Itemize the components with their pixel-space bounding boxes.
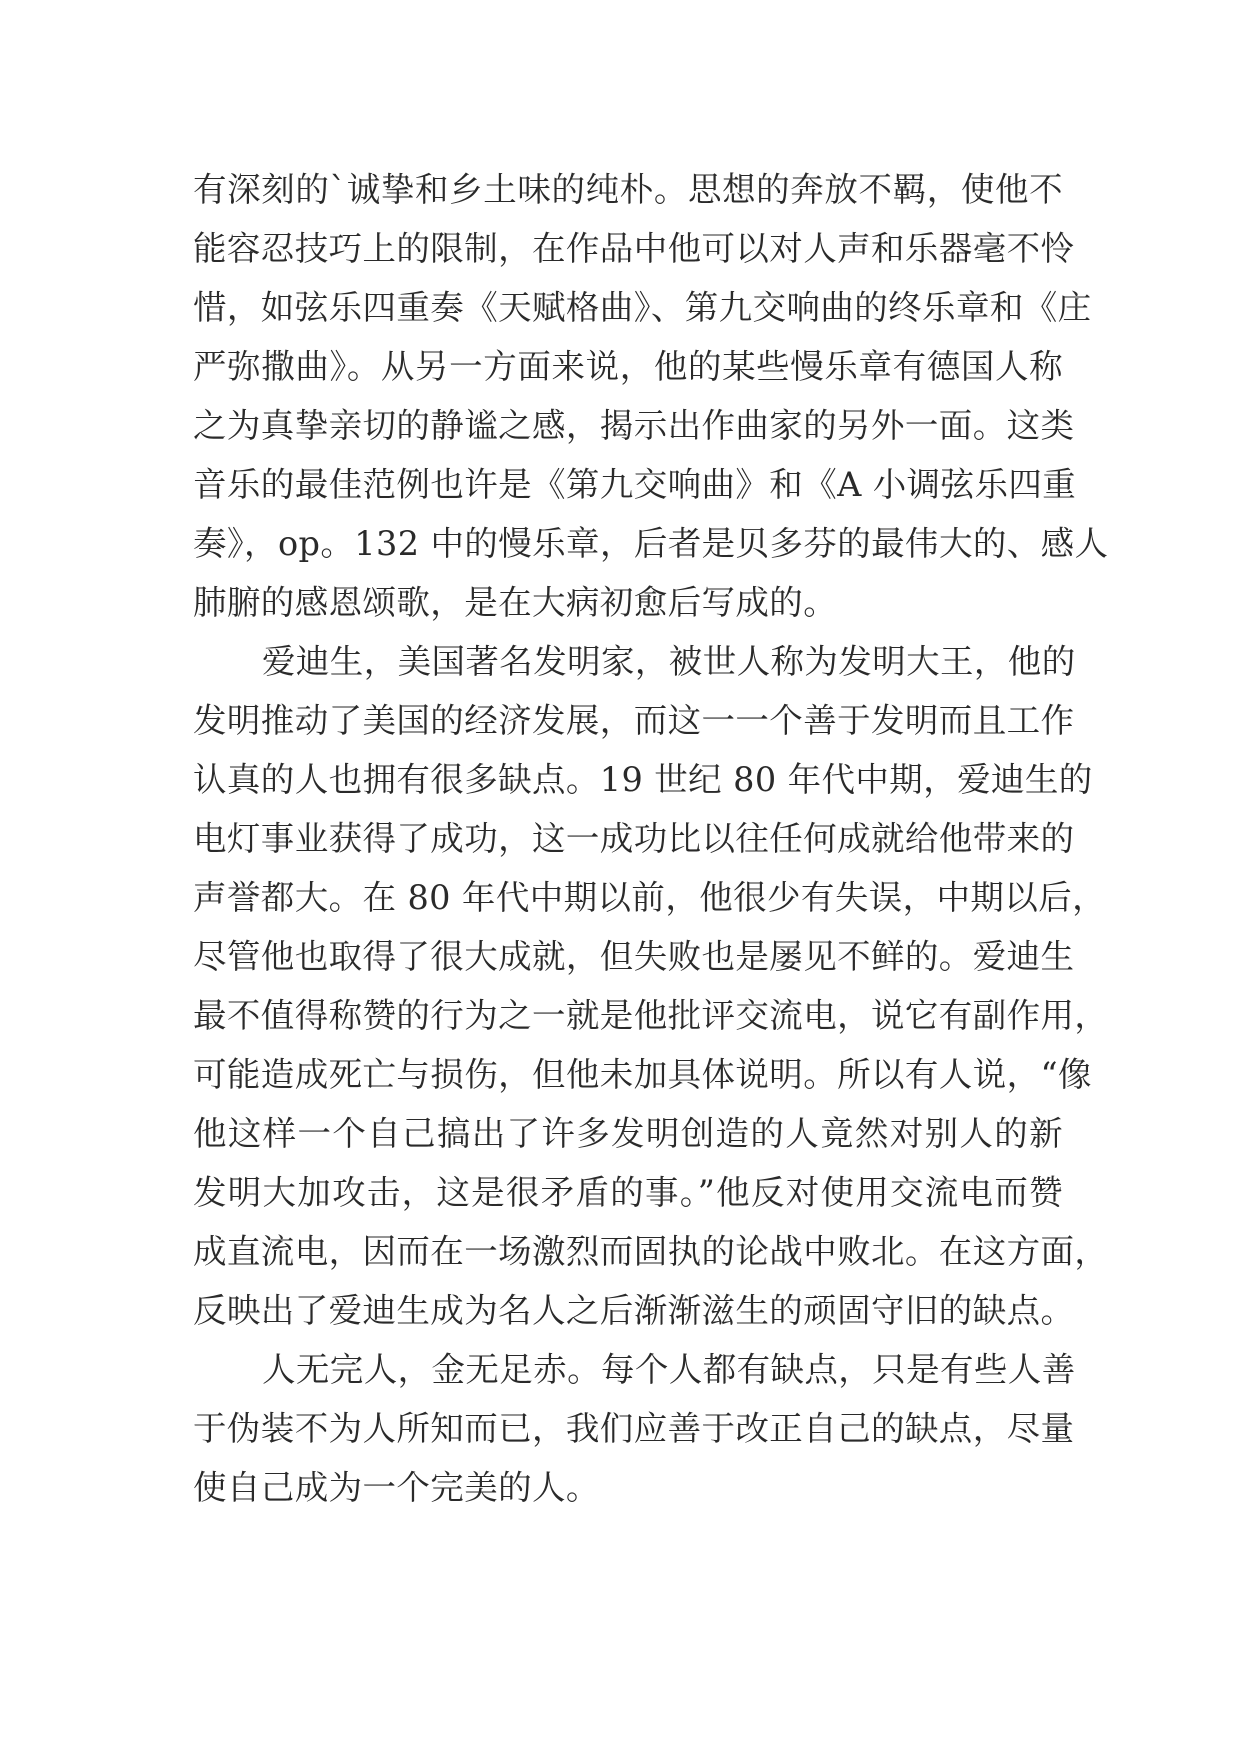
body-text (193, 160, 1109, 1517)
text-line: 肺腑的感恩颂歌，是在大病初愈后写成的。 (193, 583, 838, 622)
paragraph-conclusion (193, 1340, 1076, 1517)
text-line: 音乐的最佳范例也许是《第九交响曲》和《A 小调弦乐四重 (193, 465, 1077, 504)
text-line: 爱迪生，美国著名发明家，被世人称为发明大王，他的 (262, 642, 1076, 681)
text-line: 声誉都大。在 80 年代中期以前，他很少有失误，中期以后， (193, 878, 1107, 917)
text-line: 认真的人也拥有很多缺点。19 世纪 80 年代中期，爱迪生的 (193, 760, 1093, 799)
text-line: 电灯事业获得了成功，这一成功比以往任何成就给他带来的 (193, 819, 1075, 858)
text-line: 反映出了爱迪生成为名人之后渐渐滋生的顽固守旧的缺点。 (193, 1291, 1075, 1330)
text-line: 可能造成死亡与损伤，但他未加具体说明。所以有人说，“像 (193, 1055, 1092, 1094)
text-line: 发明大加攻击，这是很矛盾的事。”他反对使用交流电而赞 (193, 1173, 1063, 1212)
text-line: 发明推动了美国的经济发展，而这一一个善于发明而且工作 (193, 701, 1075, 740)
text-line: 能容忍技巧上的限制，在作品中他可以对人声和乐器毫不怜 (193, 229, 1075, 268)
text-line: 他这样一个自己搞出了许多发明创造的人竟然对别人的新 (193, 1114, 1063, 1153)
text-line: 严弥撒曲》。从另一方面来说，他的某些慢乐章有德国人称 (193, 347, 1063, 386)
paragraph-beethoven (193, 160, 1109, 632)
text-line: 最不值得称赞的行为之一就是他批评交流电，说它有副作用， (193, 996, 1109, 1035)
text-line: 成直流电，因而在一场激烈而固执的论战中败北。在这方面， (193, 1232, 1109, 1271)
text-line: 人无完人，金无足赤。每个人都有缺点，只是有些人善 (262, 1350, 1076, 1389)
text-line: 有深刻的`诚挚和乡土味的纯朴。思想的奔放不羁，使他不 (193, 170, 1063, 209)
text-line: 惜，如弦乐四重奏《天赋格曲》、第九交响曲的终乐章和《庄 (193, 288, 1092, 327)
text-line: 尽管他也取得了很大成就，但失败也是屡见不鲜的。爱迪生 (193, 937, 1075, 976)
text-line: 使自己成为一个完美的人。 (193, 1468, 600, 1507)
text-line: 奏》，op。132 中的慢乐章，后者是贝多芬的最伟大的、感人 (193, 524, 1109, 563)
text-line: 于伪装不为人所知而已，我们应善于改正自己的缺点，尽量 (193, 1409, 1075, 1448)
text-line: 之为真挚亲切的静谧之感，揭示出作曲家的另外一面。这类 (193, 406, 1075, 445)
paragraph-edison (193, 632, 1109, 1340)
